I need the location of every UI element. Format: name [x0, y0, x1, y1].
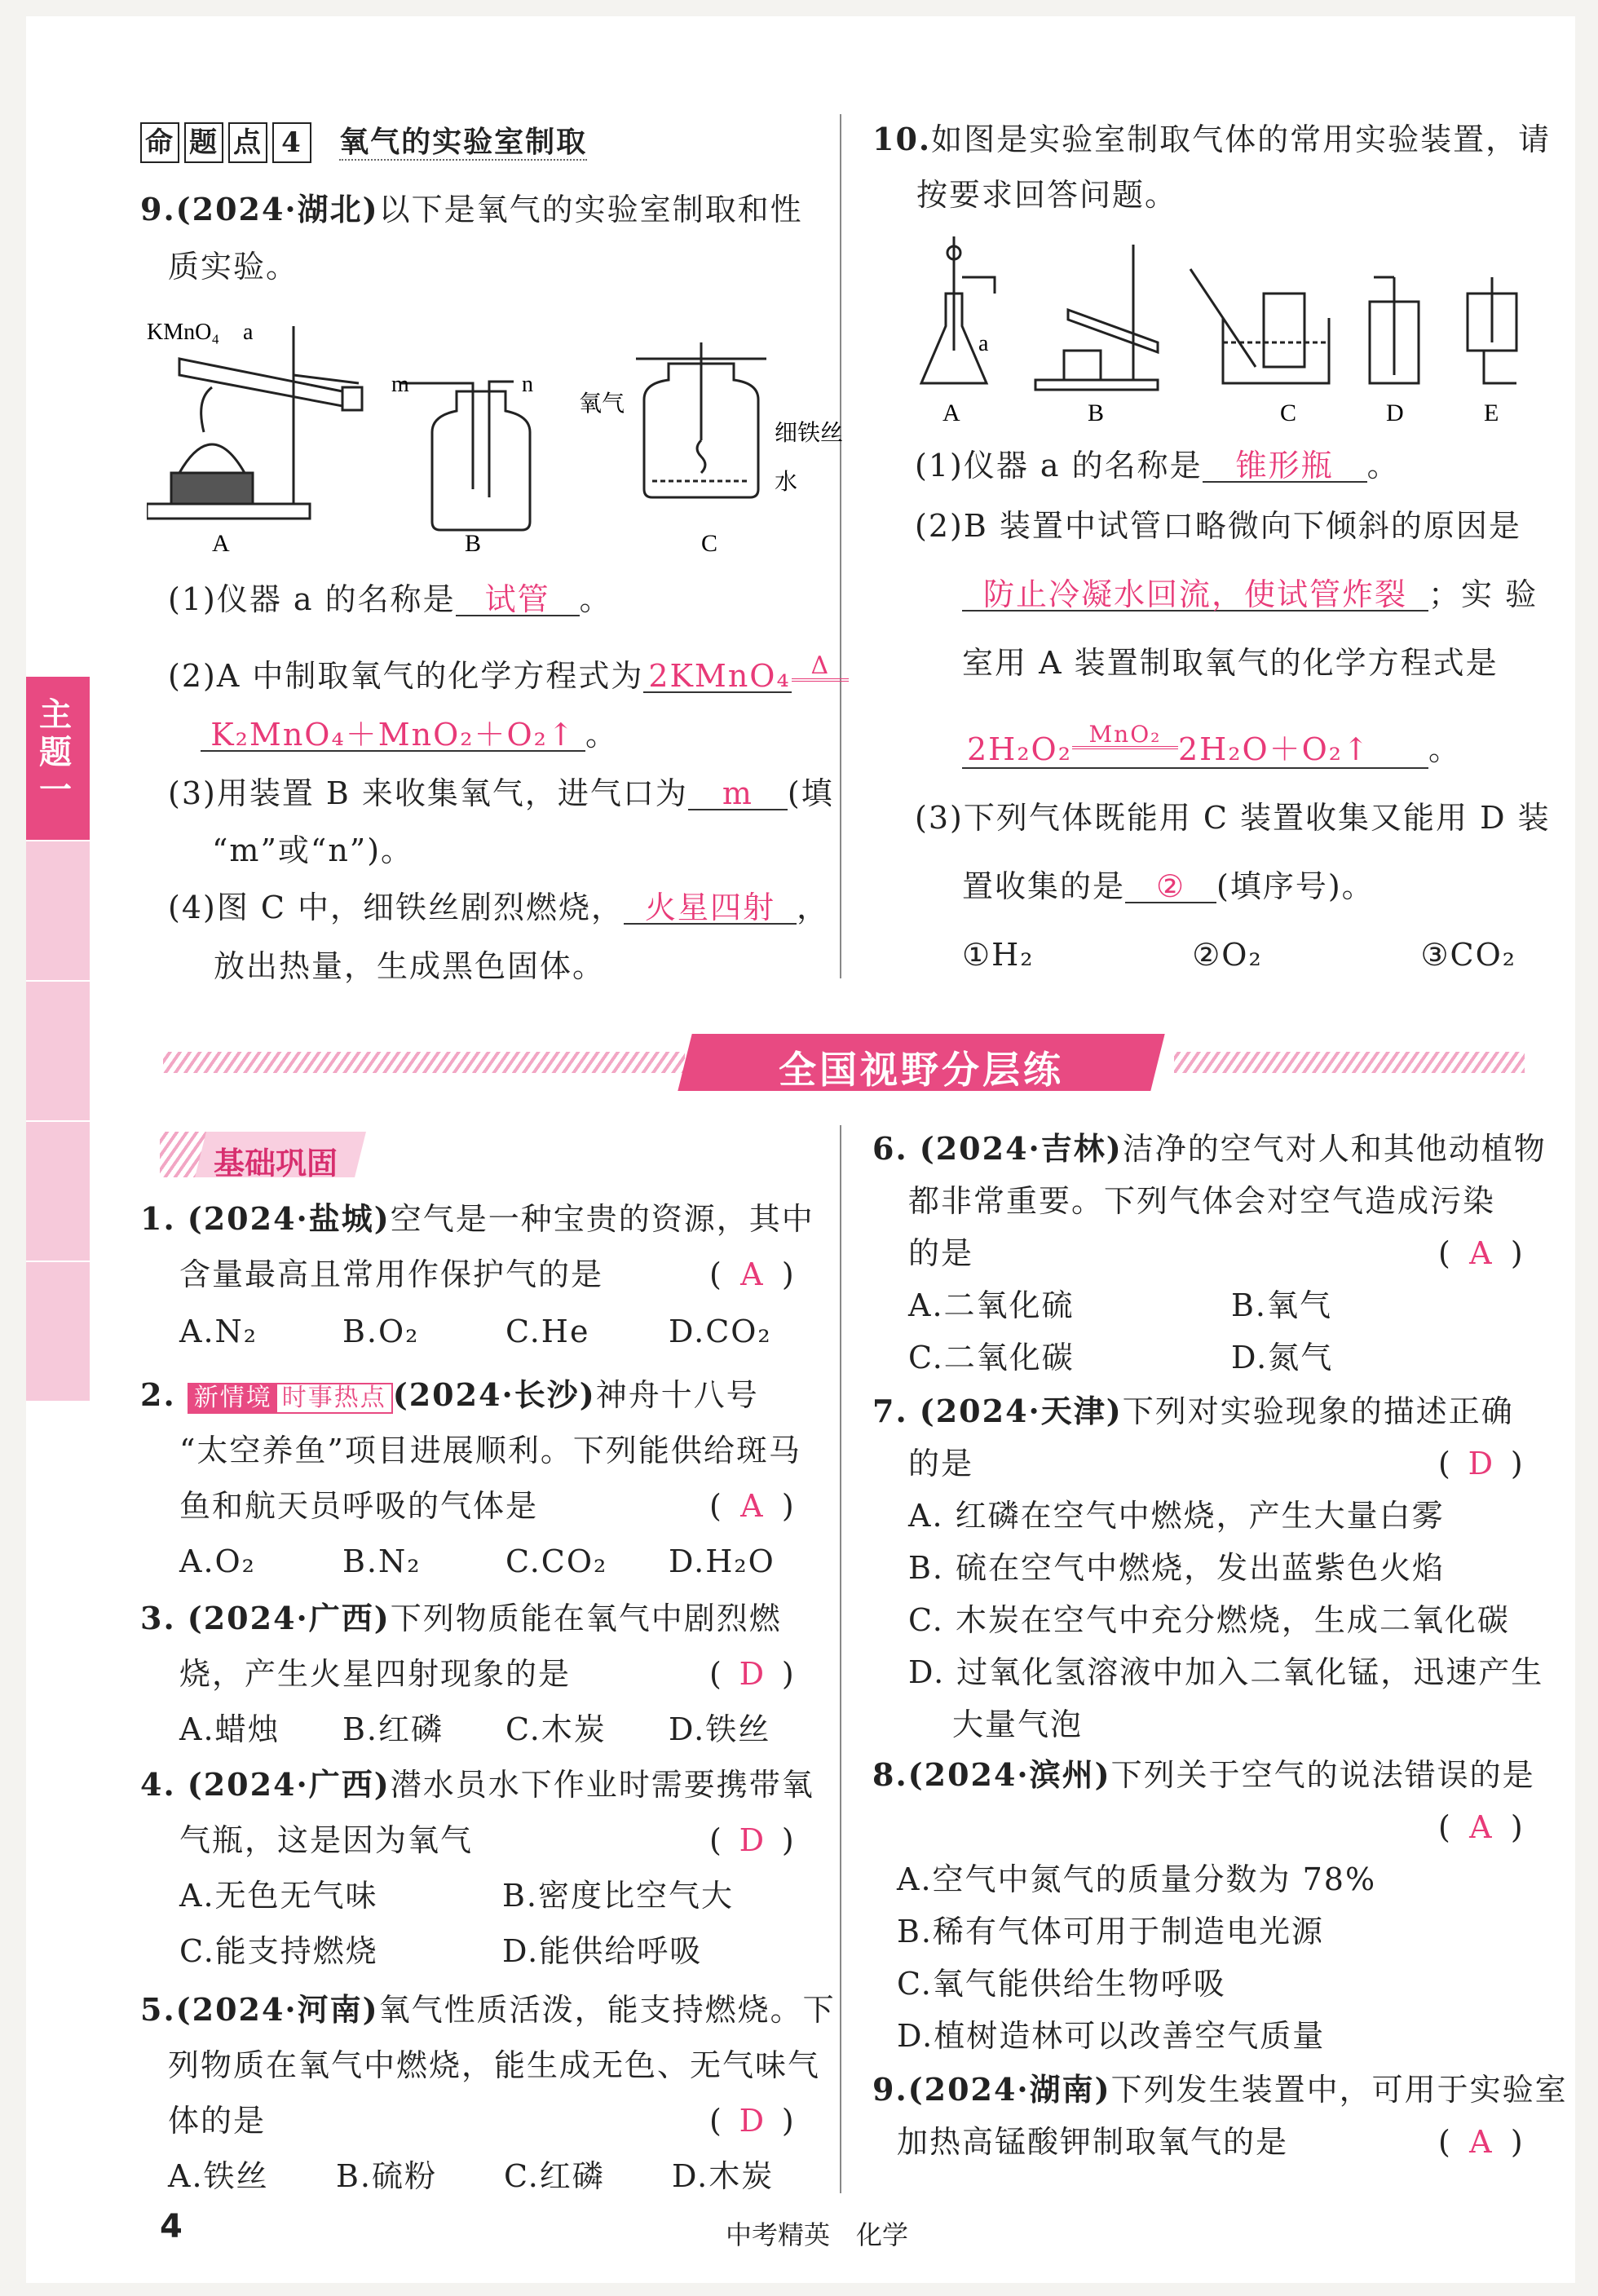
q9-part1: (1)仪器 a 的名称是 试管 。	[168, 581, 612, 617]
q6-options-1: A.二氧化硫 B.氧气	[908, 1287, 1333, 1323]
chapter-sidebar	[26, 677, 90, 1402]
q2-answer: ( A )	[709, 1488, 796, 1524]
q3-line2: 烧，产生火星四射现象的是	[179, 1656, 572, 1692]
q7-option-c: C. 木炭在空气中充分燃烧，生成二氧化碳	[908, 1602, 1510, 1638]
fig-label-water: 水	[775, 468, 798, 495]
section-banner	[163, 1034, 1525, 1091]
option: ②O₂	[1192, 937, 1263, 973]
banner-hatch-left	[163, 1052, 685, 1073]
q9-part4: (4)图 C 中，细铁丝剧烈燃烧， 火星四射 ，	[168, 890, 830, 925]
q7-option-d-cont: 大量气泡	[952, 1707, 1084, 1742]
q7-option-a: A. 红磷在空气中燃烧，产生大量白雾	[908, 1498, 1445, 1534]
topic-header	[140, 122, 587, 163]
q5-line3: 体的是	[168, 2103, 267, 2139]
section-title: 基础巩固	[214, 1146, 338, 1181]
fig-label-kmno4: KMnO₄	[147, 320, 220, 345]
q9-part3-line2: “m”或“n”)。	[212, 832, 414, 868]
sidebar-tab-3[interactable]	[26, 982, 90, 1122]
q4-line2: 气瓶，这是因为氧气	[179, 1822, 474, 1858]
q3-options: A.蜡烛 B.红磷 C.木炭 D.铁丝	[179, 1711, 771, 1747]
fig-label-C: C	[1280, 400, 1297, 426]
q4-line1: 4. (2024·广西)潜水员水下作业时需要携带氧	[140, 1766, 814, 1803]
sidebar-tab-2[interactable]	[26, 841, 90, 982]
tab-box: 命	[140, 122, 179, 163]
column-divider-bottom	[840, 1125, 841, 2193]
tab-box: 4	[272, 122, 311, 163]
q10-part2-line3: 室用 A 装置制取氧气的化学方程式是	[962, 645, 1499, 681]
footer-title: 中考精英 化学	[726, 2219, 909, 2250]
q8-option-d: D.植树造林可以改善空气质量	[897, 2018, 1326, 2054]
q9-text-2: 质实验。	[168, 249, 299, 285]
q6-options-2: C.二氧化碳 D.氮气	[908, 1340, 1334, 1375]
q7-answer: ( D )	[1438, 1446, 1525, 1481]
q3-answer: ( D )	[709, 1656, 796, 1692]
sidebar-char: 主	[39, 695, 72, 734]
q5-line1: 5.(2024·河南)氧气性质活泼，能支持燃烧。下	[140, 1991, 836, 2028]
q10-line2: 按要求回答问题。	[916, 177, 1178, 213]
q7-option-d: D. 过氧化氢溶液中加入二氧化锰，迅速产生	[908, 1654, 1544, 1690]
q7-line1: 7. (2024·天津)下列对实验现象的描述正确	[872, 1393, 1514, 1429]
q9b-line2: 加热高锰酸钾制取氧气的是	[897, 2124, 1289, 2160]
q5-line2: 列物质在氧气中燃烧，能生成无色、无气味气	[168, 2047, 821, 2083]
answer-blank: 火星四射	[624, 892, 797, 925]
page-number: 4	[160, 2208, 183, 2245]
q4-options-1: A.无色无气味 B.密度比空气大	[179, 1878, 735, 1914]
q4-answer: ( D )	[709, 1822, 796, 1858]
answer-blank: 试管	[456, 584, 580, 616]
q1-options: A.N₂ B.O₂ C.He D.CO₂	[179, 1314, 772, 1349]
q2-options: A.O₂ B.N₂ C.CO₂ D.H₂O	[179, 1543, 775, 1579]
q9-part3: (3)用装置 B 来收集氧气，进气口为 m (填	[168, 775, 834, 811]
option: ③CO₂	[1420, 937, 1516, 973]
q10-part1: (1)仪器 a 的名称是 锥形瓶 。	[915, 448, 1400, 483]
q2-line1: 2. 新情境 时事热点 (2024·长沙)神舟十八号	[140, 1376, 759, 1413]
q8-line1: 8.(2024·滨州)下列关于空气的说法错误的是	[872, 1756, 1535, 1793]
answer-blank: K₂MnO₄＋MnO₂＋O₂↑	[201, 719, 585, 752]
q8-option-a: A.空气中氮气的质量分数为 78%	[897, 1861, 1377, 1897]
answer-blank: ②	[1125, 871, 1216, 903]
fig-label-B: B	[1088, 400, 1105, 426]
section-label	[160, 1132, 364, 1181]
q10-line1: 10.如图是实验室制取气体的常用实验装置，请	[872, 121, 1552, 157]
q9b-line1: 9.(2024·湖南)下列发生装置中，可用于实验室	[872, 2071, 1568, 2108]
q9b-answer: ( A )	[1438, 2124, 1525, 2160]
option: ①H₂	[962, 937, 1035, 973]
sidebar-tab-5[interactable]	[26, 1262, 90, 1402]
q10-part3-line2: 置收集的是 ② (填序号)。	[962, 868, 1375, 904]
fig-label-B: B	[465, 530, 482, 554]
fig-label-n: n	[522, 372, 533, 397]
q1-line2: 含量最高且常用作保护气的是	[179, 1256, 604, 1292]
tag-new-context: 新情境	[189, 1384, 277, 1412]
fig-label-a: a	[243, 320, 254, 345]
q6-line3: 的是	[908, 1235, 974, 1271]
fig-label-oxygen: 氧气	[579, 390, 625, 417]
q6-answer: ( A )	[1438, 1235, 1525, 1271]
fig-label-A: A	[212, 530, 230, 554]
q2-line2: “太空养鱼”项目进展顺利。下列能供给斑马	[179, 1433, 801, 1468]
q9-part2: (2)A 中制取氧气的化学方程式为 2KMnO₄ Δ	[168, 660, 849, 695]
banner-hatch-right	[1174, 1052, 1525, 1073]
tab-box: 题	[184, 122, 223, 163]
tab-box: 点	[228, 122, 267, 163]
sidebar-char: 一	[39, 770, 72, 809]
fig-label-m: m	[391, 372, 409, 397]
fig-label-E: E	[1484, 400, 1499, 426]
banner-title: 全国视野分层练	[779, 1048, 1064, 1092]
topic-title: 氧气的实验室制取	[339, 125, 588, 159]
tag-hot-topic: 时事热点	[281, 1384, 386, 1412]
q9-text: 以下是氧气的实验室制取和性	[378, 192, 803, 227]
q9-part2-line2: K₂MnO₄＋MnO₂＋O₂↑ 。	[201, 719, 618, 752]
sidebar-char: 题	[39, 733, 72, 771]
q8-answer: ( A )	[1438, 1809, 1525, 1845]
q7-option-b: B. 硫在空气中燃烧，发出蓝紫色火焰	[908, 1550, 1446, 1586]
q6-line1: 6. (2024·吉林)洁净的空气对人和其他动植物	[872, 1130, 1547, 1167]
q8-option-c: C.氧气能供给生物呼吸	[897, 1966, 1226, 2002]
q10-part2-equation: 2H₂O₂ MnO₂ 2H₂O＋O₂↑ 。	[962, 734, 1461, 769]
reaction-condition: Δ	[792, 654, 849, 682]
q5-answer: ( D )	[709, 2103, 796, 2139]
q2-line3: 鱼和航天员呼吸的气体是	[179, 1488, 539, 1524]
q9-part4-line2: 放出热量，生成黑色固体。	[214, 948, 606, 984]
q10-part3: (3)下列气体既能用 C 装置收集又能用 D 装	[915, 800, 1551, 836]
q1-line1: 1. (2024·盐城)空气是一种宝贵的资源，其中	[140, 1200, 814, 1237]
answer-blank: 防止冷凝水回流，使试管炸裂	[962, 579, 1428, 612]
q9-source: (2024·湖北)	[175, 191, 379, 227]
q10-part2-line2: 防止冷凝水回流，使试管炸裂 ；实 验	[962, 579, 1538, 612]
q7-line2: 的是	[908, 1446, 974, 1481]
fig-label-A: A	[942, 400, 960, 426]
answer-blank: 锥形瓶	[1203, 450, 1367, 483]
q10-part2: (2)B 装置中试管口略微向下倾斜的原因是	[915, 508, 1521, 544]
sidebar-active-tab[interactable]	[26, 677, 90, 841]
q6-line2: 都非常重要。下列气体会对空气造成污染	[908, 1183, 1496, 1219]
fig-label-a: a	[978, 331, 989, 356]
q5-options: A.铁丝 B.硫粉 C.红磷 D.木炭	[168, 2158, 775, 2194]
reaction-condition: MnO₂	[1072, 723, 1178, 749]
q3-line1: 3. (2024·广西)下列物质能在氧气中剧烈燃	[140, 1600, 782, 1636]
fig-label-D: D	[1386, 400, 1404, 426]
q10-apparatus-figure	[913, 228, 1533, 432]
q10-options	[962, 937, 1516, 973]
answer-blank: m	[688, 778, 788, 810]
q9-apparatus-figure	[147, 310, 848, 554]
q8-option-b: B.稀有气体可用于制造电光源	[897, 1914, 1325, 1949]
fig-label-wire: 细铁丝	[775, 419, 844, 446]
q1-answer: ( A )	[709, 1256, 796, 1292]
q4-options-2: C.能支持燃烧 D.能供给呼吸	[179, 1933, 703, 1969]
sidebar-tab-4[interactable]	[26, 1122, 90, 1262]
answer-blank: 2KMnO₄	[643, 660, 792, 693]
fig-label-C: C	[701, 530, 718, 554]
q9-line1: 9.(2024·湖北)以下是氧气的实验室制取和性	[140, 191, 803, 227]
